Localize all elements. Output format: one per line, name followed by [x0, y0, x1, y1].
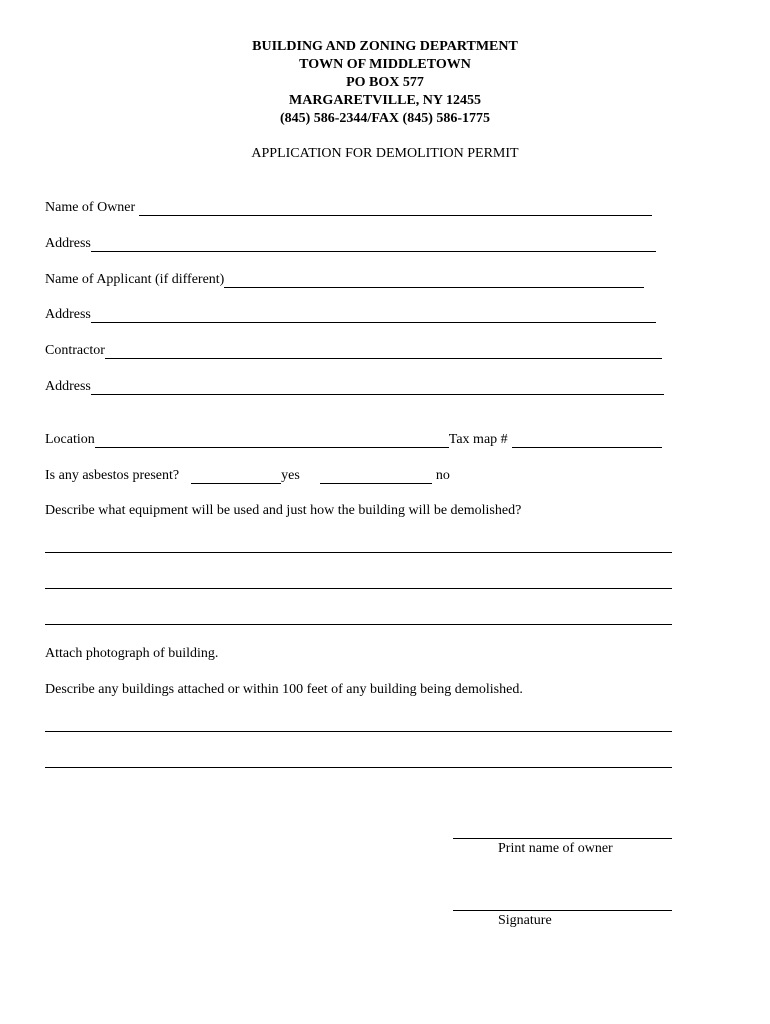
owner-address-row	[45, 236, 656, 252]
applicant-name-input[interactable]	[224, 275, 644, 288]
attached-buildings-answer-line[interactable]	[45, 731, 672, 732]
applicant-name-label: Name of Applicant (if different)	[45, 272, 225, 287]
contractor-input[interactable]	[105, 346, 662, 359]
applicant-name-row	[45, 272, 644, 288]
equipment-answer-line[interactable]	[45, 552, 672, 553]
header-department: BUILDING AND ZONING DEPARTMENT	[252, 39, 518, 54]
contractor-row	[45, 343, 662, 359]
asbestos-row	[45, 468, 450, 484]
print-name-line[interactable]	[453, 838, 672, 839]
tax-map-label: Tax map #	[448, 432, 508, 447]
location-label: Location	[45, 432, 95, 447]
signature-label: Signature	[498, 913, 552, 928]
equipment-answer-line[interactable]	[45, 588, 672, 589]
contractor-address-input[interactable]	[91, 382, 664, 395]
contractor-label: Contractor	[45, 343, 105, 358]
asbestos-no-input[interactable]	[320, 471, 432, 484]
print-name-label: Print name of owner	[498, 841, 613, 856]
location-input[interactable]	[95, 435, 449, 448]
header-po-box: PO BOX 577	[346, 75, 424, 90]
header-phone-fax: (845) 586-2344/FAX (845) 586-1775	[279, 111, 491, 126]
photo-instruction: Attach photograph of building.	[45, 646, 219, 661]
owner-address-input[interactable]	[91, 239, 656, 252]
applicant-address-input[interactable]	[91, 310, 656, 323]
header-town: TOWN OF MIDDLETOWN	[299, 57, 471, 72]
applicant-address-label: Address	[45, 307, 91, 322]
owner-name-row	[45, 200, 652, 216]
contractor-address-row	[45, 379, 664, 395]
owner-address-label: Address	[45, 236, 91, 251]
applicant-address-row	[45, 307, 656, 323]
location-row	[45, 432, 662, 448]
asbestos-question: Is any asbestos present?	[45, 468, 180, 483]
asbestos-no-label: no	[435, 468, 450, 483]
department-header	[0, 38, 770, 128]
header-city: MARGARETVILLE, NY 12455	[289, 93, 481, 108]
signature-line[interactable]	[453, 910, 672, 911]
owner-name-input[interactable]	[139, 203, 652, 216]
contractor-address-label: Address	[45, 379, 91, 394]
owner-name-label: Name of Owner	[45, 200, 136, 215]
attached-buildings-question: Describe any buildings attached or within 100 feet of any building being demolished.	[45, 682, 523, 697]
equipment-question: Describe what equipment will be used and just how the building will be demolished?	[45, 503, 522, 518]
equipment-answer-line[interactable]	[45, 624, 672, 625]
asbestos-yes-label: yes	[281, 468, 300, 483]
form-title: APPLICATION FOR DEMOLITION PERMIT	[251, 146, 519, 161]
asbestos-yes-input[interactable]	[191, 471, 281, 484]
tax-map-input[interactable]	[512, 435, 662, 448]
attached-buildings-answer-line[interactable]	[45, 767, 672, 768]
